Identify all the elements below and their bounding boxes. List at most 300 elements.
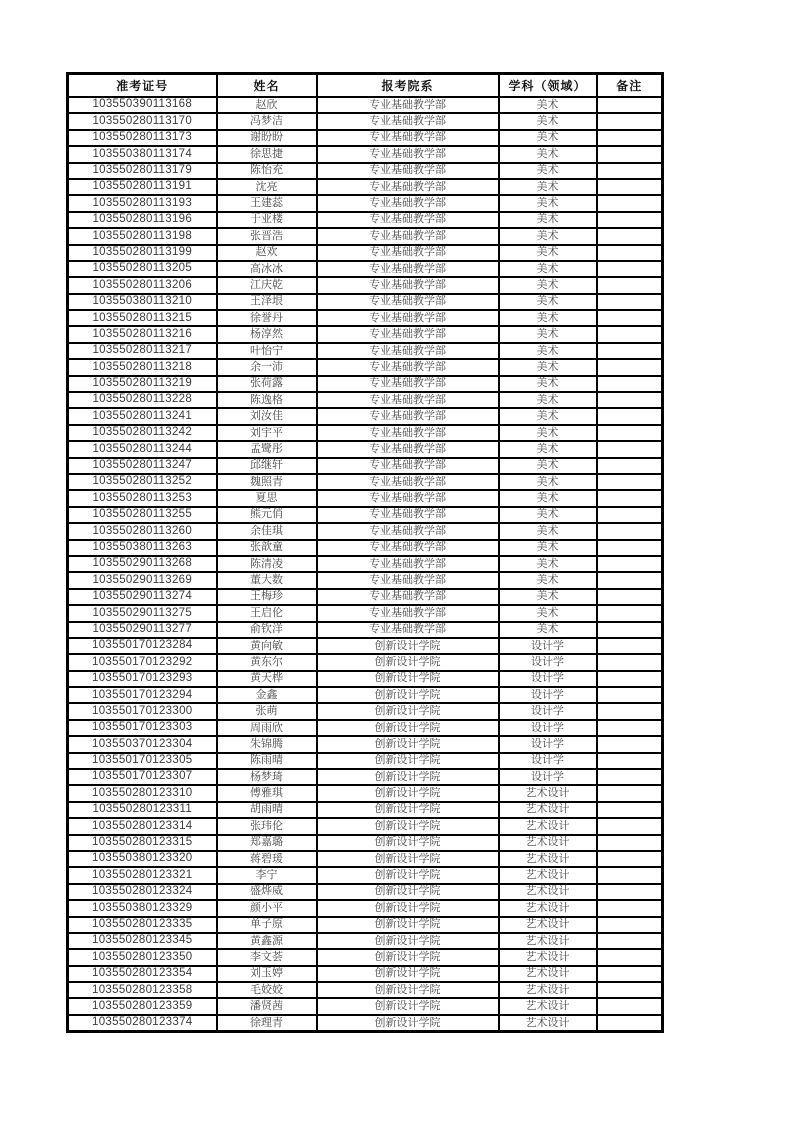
cell-field: 设计学 bbox=[499, 720, 597, 736]
cell-dept: 专业基础教学部 bbox=[317, 507, 499, 523]
cell-note bbox=[597, 359, 663, 375]
cell-note bbox=[597, 769, 663, 785]
cell-note bbox=[597, 245, 663, 261]
cell-note bbox=[597, 490, 663, 506]
cell-name: 余一沛 bbox=[217, 359, 317, 375]
cell-ticket: 103550280113173 bbox=[68, 130, 217, 146]
cell-name: 王启伦 bbox=[217, 605, 317, 621]
cell-ticket: 103550280113255 bbox=[68, 507, 217, 523]
cell-name: 徐思捷 bbox=[217, 146, 317, 162]
cell-ticket: 103550280113260 bbox=[68, 523, 217, 539]
cell-field: 美术 bbox=[499, 261, 597, 277]
cell-ticket: 103550280123335 bbox=[68, 917, 217, 933]
cell-name: 陈怡充 bbox=[217, 163, 317, 179]
cell-note bbox=[597, 326, 663, 342]
cell-note bbox=[597, 261, 663, 277]
cell-note bbox=[597, 146, 663, 162]
cell-dept: 创新设计学院 bbox=[317, 1015, 499, 1032]
cell-note bbox=[597, 376, 663, 392]
cell-dept: 专业基础教学部 bbox=[317, 441, 499, 457]
cell-field: 美术 bbox=[499, 146, 597, 162]
cell-dept: 创新设计学院 bbox=[317, 769, 499, 785]
cell-dept: 专业基础教学部 bbox=[317, 622, 499, 638]
cell-note bbox=[597, 523, 663, 539]
cell-ticket: 103550170123284 bbox=[68, 638, 217, 654]
cell-note bbox=[597, 572, 663, 588]
cell-note bbox=[597, 638, 663, 654]
table-row bbox=[68, 851, 663, 867]
cell-name: 杨梦琦 bbox=[217, 769, 317, 785]
cell-name: 李文荟 bbox=[217, 949, 317, 965]
cell-name: 潘贤茜 bbox=[217, 998, 317, 1014]
cell-name: 张荷露 bbox=[217, 376, 317, 392]
table-row bbox=[68, 359, 663, 375]
table-row bbox=[68, 736, 663, 752]
cell-note bbox=[597, 589, 663, 605]
cell-dept: 专业基础教学部 bbox=[317, 113, 499, 129]
table-row bbox=[68, 392, 663, 408]
table-row bbox=[68, 753, 663, 769]
cell-dept: 专业基础教学部 bbox=[317, 195, 499, 211]
cell-dept: 创新设计学院 bbox=[317, 785, 499, 801]
cell-field: 艺术设计 bbox=[499, 884, 597, 900]
header-row bbox=[68, 74, 663, 98]
cell-note bbox=[597, 966, 663, 982]
table-row bbox=[68, 785, 663, 801]
cell-name: 李宁 bbox=[217, 867, 317, 883]
cell-field: 美术 bbox=[499, 490, 597, 506]
table-row bbox=[68, 490, 663, 506]
cell-field: 设计学 bbox=[499, 671, 597, 687]
cell-ticket: 103550290113277 bbox=[68, 622, 217, 638]
cell-name: 盛烨威 bbox=[217, 884, 317, 900]
cell-name: 郑嘉璐 bbox=[217, 835, 317, 851]
cell-field: 美术 bbox=[499, 572, 597, 588]
cell-note bbox=[597, 343, 663, 359]
cell-dept: 创新设计学院 bbox=[317, 720, 499, 736]
table-row bbox=[68, 212, 663, 228]
cell-note bbox=[597, 982, 663, 998]
cell-name: 俞钦洋 bbox=[217, 622, 317, 638]
cell-note bbox=[597, 179, 663, 195]
cell-note bbox=[597, 605, 663, 621]
column-header-ticket: 准考证号 bbox=[68, 74, 217, 98]
cell-field: 艺术设计 bbox=[499, 785, 597, 801]
cell-name: 王建蕊 bbox=[217, 195, 317, 211]
cell-ticket: 103550280113244 bbox=[68, 441, 217, 457]
cell-dept: 专业基础教学部 bbox=[317, 146, 499, 162]
cell-note bbox=[597, 425, 663, 441]
table-row bbox=[68, 310, 663, 326]
cell-field: 艺术设计 bbox=[499, 966, 597, 982]
cell-ticket: 103550280113199 bbox=[68, 245, 217, 261]
table-row bbox=[68, 523, 663, 539]
cell-ticket: 103550280123374 bbox=[68, 1015, 217, 1032]
cell-name: 朱锦腾 bbox=[217, 736, 317, 752]
cell-name: 王泽垠 bbox=[217, 294, 317, 310]
cell-note bbox=[597, 113, 663, 129]
cell-field: 美术 bbox=[499, 310, 597, 326]
table-row bbox=[68, 720, 663, 736]
cell-name: 余佳琪 bbox=[217, 523, 317, 539]
table-row bbox=[68, 130, 663, 146]
cell-field: 美术 bbox=[499, 408, 597, 424]
cell-dept: 专业基础教学部 bbox=[317, 376, 499, 392]
cell-dept: 专业基础教学部 bbox=[317, 523, 499, 539]
cell-name: 谢盼盼 bbox=[217, 130, 317, 146]
cell-note bbox=[597, 310, 663, 326]
cell-name: 赵欢 bbox=[217, 245, 317, 261]
cell-ticket: 103550280123324 bbox=[68, 884, 217, 900]
table-row bbox=[68, 261, 663, 277]
cell-ticket: 103550290113268 bbox=[68, 556, 217, 572]
cell-field: 美术 bbox=[499, 343, 597, 359]
cell-name: 董大数 bbox=[217, 572, 317, 588]
cell-ticket: 103550290113274 bbox=[68, 589, 217, 605]
cell-field: 美术 bbox=[499, 523, 597, 539]
applicants-table bbox=[66, 72, 664, 1033]
cell-name: 叶怡宁 bbox=[217, 343, 317, 359]
cell-ticket: 103550280113252 bbox=[68, 474, 217, 490]
cell-note bbox=[597, 671, 663, 687]
cell-dept: 专业基础教学部 bbox=[317, 392, 499, 408]
cell-ticket: 103550280113216 bbox=[68, 326, 217, 342]
cell-note bbox=[597, 818, 663, 834]
cell-field: 美术 bbox=[499, 556, 597, 572]
cell-dept: 创新设计学院 bbox=[317, 982, 499, 998]
cell-note bbox=[597, 687, 663, 703]
cell-note bbox=[597, 720, 663, 736]
cell-dept: 专业基础教学部 bbox=[317, 277, 499, 293]
cell-ticket: 103550280113218 bbox=[68, 359, 217, 375]
table-row bbox=[68, 195, 663, 211]
cell-note bbox=[597, 933, 663, 949]
cell-ticket: 103550280113170 bbox=[68, 113, 217, 129]
cell-field: 美术 bbox=[499, 326, 597, 342]
table-row bbox=[68, 97, 663, 113]
cell-name: 蒋碧瑗 bbox=[217, 851, 317, 867]
cell-ticket: 103550370123304 bbox=[68, 736, 217, 752]
cell-dept: 创新设计学院 bbox=[317, 687, 499, 703]
cell-dept: 专业基础教学部 bbox=[317, 228, 499, 244]
cell-dept: 创新设计学院 bbox=[317, 949, 499, 965]
cell-note bbox=[597, 556, 663, 572]
cell-field: 美术 bbox=[499, 605, 597, 621]
cell-ticket: 103550280123310 bbox=[68, 785, 217, 801]
table-row bbox=[68, 245, 663, 261]
cell-ticket: 103550280113198 bbox=[68, 228, 217, 244]
cell-name: 杨淳然 bbox=[217, 326, 317, 342]
cell-field: 艺术设计 bbox=[499, 802, 597, 818]
cell-dept: 创新设计学院 bbox=[317, 753, 499, 769]
cell-dept: 专业基础教学部 bbox=[317, 343, 499, 359]
cell-field: 设计学 bbox=[499, 687, 597, 703]
table-row bbox=[68, 572, 663, 588]
cell-ticket: 103550280113206 bbox=[68, 277, 217, 293]
cell-name: 毛姣姣 bbox=[217, 982, 317, 998]
table-row bbox=[68, 933, 663, 949]
table-header bbox=[68, 74, 663, 98]
cell-note bbox=[597, 884, 663, 900]
cell-note bbox=[597, 441, 663, 457]
cell-ticket: 103550380113174 bbox=[68, 146, 217, 162]
cell-note bbox=[597, 294, 663, 310]
cell-note bbox=[597, 130, 663, 146]
cell-field: 艺术设计 bbox=[499, 818, 597, 834]
cell-dept: 创新设计学院 bbox=[317, 654, 499, 670]
cell-field: 美术 bbox=[499, 458, 597, 474]
table-row bbox=[68, 949, 663, 965]
cell-dept: 创新设计学院 bbox=[317, 917, 499, 933]
table-row bbox=[68, 376, 663, 392]
cell-name: 王梅珍 bbox=[217, 589, 317, 605]
cell-dept: 专业基础教学部 bbox=[317, 163, 499, 179]
cell-field: 设计学 bbox=[499, 654, 597, 670]
cell-dept: 创新设计学院 bbox=[317, 835, 499, 851]
cell-ticket: 103550280113215 bbox=[68, 310, 217, 326]
cell-field: 艺术设计 bbox=[499, 900, 597, 916]
cell-field: 艺术设计 bbox=[499, 982, 597, 998]
cell-dept: 创新设计学院 bbox=[317, 966, 499, 982]
cell-dept: 创新设计学院 bbox=[317, 851, 499, 867]
cell-ticket: 103550280123314 bbox=[68, 818, 217, 834]
cell-note bbox=[597, 703, 663, 719]
cell-note bbox=[597, 917, 663, 933]
column-header-dept: 报考院系 bbox=[317, 74, 499, 98]
cell-note bbox=[597, 835, 663, 851]
table-row bbox=[68, 835, 663, 851]
cell-note bbox=[597, 212, 663, 228]
table-row bbox=[68, 703, 663, 719]
cell-field: 美术 bbox=[499, 277, 597, 293]
cell-note bbox=[597, 949, 663, 965]
cell-name: 江庆乾 bbox=[217, 277, 317, 293]
cell-note bbox=[597, 851, 663, 867]
cell-ticket: 103550280123315 bbox=[68, 835, 217, 851]
table-row bbox=[68, 802, 663, 818]
table-row bbox=[68, 998, 663, 1014]
table-body bbox=[68, 97, 663, 1032]
cell-field: 美术 bbox=[499, 228, 597, 244]
cell-note bbox=[597, 228, 663, 244]
table-row bbox=[68, 884, 663, 900]
table-row bbox=[68, 867, 663, 883]
cell-field: 艺术设计 bbox=[499, 867, 597, 883]
cell-dept: 专业基础教学部 bbox=[317, 326, 499, 342]
cell-name: 冯梦洁 bbox=[217, 113, 317, 129]
cell-note bbox=[597, 507, 663, 523]
cell-dept: 专业基础教学部 bbox=[317, 359, 499, 375]
cell-name: 高冰冰 bbox=[217, 261, 317, 277]
cell-field: 美术 bbox=[499, 540, 597, 556]
cell-name: 徐誉丹 bbox=[217, 310, 317, 326]
cell-note bbox=[597, 458, 663, 474]
cell-dept: 创新设计学院 bbox=[317, 933, 499, 949]
table-row bbox=[68, 540, 663, 556]
cell-note bbox=[597, 753, 663, 769]
cell-note bbox=[597, 785, 663, 801]
cell-name: 傅雅琪 bbox=[217, 785, 317, 801]
cell-ticket: 103550280123321 bbox=[68, 867, 217, 883]
cell-name: 单子原 bbox=[217, 917, 317, 933]
cell-note bbox=[597, 998, 663, 1014]
cell-name: 张玮伦 bbox=[217, 818, 317, 834]
cell-dept: 专业基础教学部 bbox=[317, 556, 499, 572]
cell-dept: 创新设计学院 bbox=[317, 802, 499, 818]
cell-ticket: 103550380123320 bbox=[68, 851, 217, 867]
cell-name: 夏思 bbox=[217, 490, 317, 506]
table-row bbox=[68, 163, 663, 179]
cell-field: 艺术设计 bbox=[499, 998, 597, 1014]
cell-dept: 专业基础教学部 bbox=[317, 212, 499, 228]
cell-ticket: 103550380113263 bbox=[68, 540, 217, 556]
table-row bbox=[68, 425, 663, 441]
table-row bbox=[68, 917, 663, 933]
cell-name: 黄鑫源 bbox=[217, 933, 317, 949]
cell-dept: 创新设计学院 bbox=[317, 818, 499, 834]
cell-ticket: 103550280113247 bbox=[68, 458, 217, 474]
cell-field: 艺术设计 bbox=[499, 917, 597, 933]
cell-name: 胡雨晴 bbox=[217, 802, 317, 818]
cell-ticket: 103550280113241 bbox=[68, 408, 217, 424]
cell-dept: 专业基础教学部 bbox=[317, 97, 499, 113]
cell-field: 设计学 bbox=[499, 736, 597, 752]
cell-ticket: 103550390113168 bbox=[68, 97, 217, 113]
cell-dept: 创新设计学院 bbox=[317, 638, 499, 654]
cell-field: 艺术设计 bbox=[499, 949, 597, 965]
cell-field: 设计学 bbox=[499, 769, 597, 785]
cell-name: 于亚楼 bbox=[217, 212, 317, 228]
cell-ticket: 103550280113217 bbox=[68, 343, 217, 359]
cell-dept: 专业基础教学部 bbox=[317, 130, 499, 146]
table-row bbox=[68, 671, 663, 687]
table-row bbox=[68, 326, 663, 342]
cell-note bbox=[597, 392, 663, 408]
cell-field: 美术 bbox=[499, 195, 597, 211]
cell-note bbox=[597, 867, 663, 883]
cell-name: 沈亮 bbox=[217, 179, 317, 195]
cell-name: 黄天桦 bbox=[217, 671, 317, 687]
cell-ticket: 103550280123311 bbox=[68, 802, 217, 818]
column-header-note: 备注 bbox=[597, 74, 663, 98]
table-row bbox=[68, 458, 663, 474]
cell-dept: 创新设计学院 bbox=[317, 671, 499, 687]
table-row bbox=[68, 556, 663, 572]
cell-dept: 专业基础教学部 bbox=[317, 294, 499, 310]
cell-ticket: 103550170123294 bbox=[68, 687, 217, 703]
cell-field: 美术 bbox=[499, 359, 597, 375]
cell-ticket: 103550280113253 bbox=[68, 490, 217, 506]
cell-name: 金鑫 bbox=[217, 687, 317, 703]
cell-name: 刘宇平 bbox=[217, 425, 317, 441]
cell-note bbox=[597, 736, 663, 752]
cell-ticket: 103550280123345 bbox=[68, 933, 217, 949]
cell-field: 艺术设计 bbox=[499, 1015, 597, 1032]
cell-note bbox=[597, 195, 663, 211]
cell-note bbox=[597, 408, 663, 424]
cell-field: 美术 bbox=[499, 179, 597, 195]
cell-name: 颜小平 bbox=[217, 900, 317, 916]
table-row bbox=[68, 687, 663, 703]
table-row bbox=[68, 622, 663, 638]
cell-dept: 创新设计学院 bbox=[317, 703, 499, 719]
cell-dept: 创新设计学院 bbox=[317, 884, 499, 900]
cell-ticket: 103550290113275 bbox=[68, 605, 217, 621]
cell-note bbox=[597, 97, 663, 113]
cell-field: 美术 bbox=[499, 163, 597, 179]
table-row bbox=[68, 638, 663, 654]
cell-field: 设计学 bbox=[499, 753, 597, 769]
cell-dept: 专业基础教学部 bbox=[317, 261, 499, 277]
cell-field: 美术 bbox=[499, 245, 597, 261]
cell-field: 设计学 bbox=[499, 703, 597, 719]
cell-ticket: 103550280123354 bbox=[68, 966, 217, 982]
cell-ticket: 103550170123300 bbox=[68, 703, 217, 719]
cell-note bbox=[597, 622, 663, 638]
cell-field: 艺术设计 bbox=[499, 933, 597, 949]
cell-field: 艺术设计 bbox=[499, 835, 597, 851]
table-row bbox=[68, 1015, 663, 1032]
cell-ticket: 103550380123329 bbox=[68, 900, 217, 916]
cell-note bbox=[597, 900, 663, 916]
cell-ticket: 103550170123307 bbox=[68, 769, 217, 785]
cell-field: 设计学 bbox=[499, 638, 597, 654]
cell-note bbox=[597, 277, 663, 293]
cell-field: 美术 bbox=[499, 474, 597, 490]
table-row bbox=[68, 408, 663, 424]
table-row bbox=[68, 589, 663, 605]
cell-ticket: 103550280123359 bbox=[68, 998, 217, 1014]
cell-dept: 专业基础教学部 bbox=[317, 425, 499, 441]
cell-field: 美术 bbox=[499, 507, 597, 523]
cell-ticket: 103550280113242 bbox=[68, 425, 217, 441]
cell-ticket: 103550170123293 bbox=[68, 671, 217, 687]
cell-name: 陈雨晴 bbox=[217, 753, 317, 769]
table-row bbox=[68, 146, 663, 162]
cell-ticket: 103550280123358 bbox=[68, 982, 217, 998]
table-row bbox=[68, 818, 663, 834]
cell-field: 艺术设计 bbox=[499, 851, 597, 867]
cell-name: 邱继轩 bbox=[217, 458, 317, 474]
cell-field: 美术 bbox=[499, 376, 597, 392]
cell-dept: 创新设计学院 bbox=[317, 867, 499, 883]
table-row bbox=[68, 343, 663, 359]
cell-name: 陈清凌 bbox=[217, 556, 317, 572]
cell-name: 刘汝佳 bbox=[217, 408, 317, 424]
table-row bbox=[68, 179, 663, 195]
cell-field: 美术 bbox=[499, 392, 597, 408]
cell-note bbox=[597, 654, 663, 670]
cell-field: 美术 bbox=[499, 97, 597, 113]
cell-dept: 专业基础教学部 bbox=[317, 474, 499, 490]
cell-name: 张晋浩 bbox=[217, 228, 317, 244]
table-row bbox=[68, 228, 663, 244]
table-row bbox=[68, 605, 663, 621]
cell-field: 美术 bbox=[499, 425, 597, 441]
cell-dept: 专业基础教学部 bbox=[317, 572, 499, 588]
cell-name: 张萌 bbox=[217, 703, 317, 719]
cell-name: 张歆童 bbox=[217, 540, 317, 556]
cell-note bbox=[597, 1015, 663, 1032]
table-row bbox=[68, 769, 663, 785]
cell-dept: 专业基础教学部 bbox=[317, 458, 499, 474]
cell-dept: 专业基础教学部 bbox=[317, 540, 499, 556]
cell-ticket: 103550280123350 bbox=[68, 949, 217, 965]
cell-ticket: 103550170123292 bbox=[68, 654, 217, 670]
cell-dept: 专业基础教学部 bbox=[317, 605, 499, 621]
cell-ticket: 103550280113193 bbox=[68, 195, 217, 211]
cell-ticket: 103550280113228 bbox=[68, 392, 217, 408]
